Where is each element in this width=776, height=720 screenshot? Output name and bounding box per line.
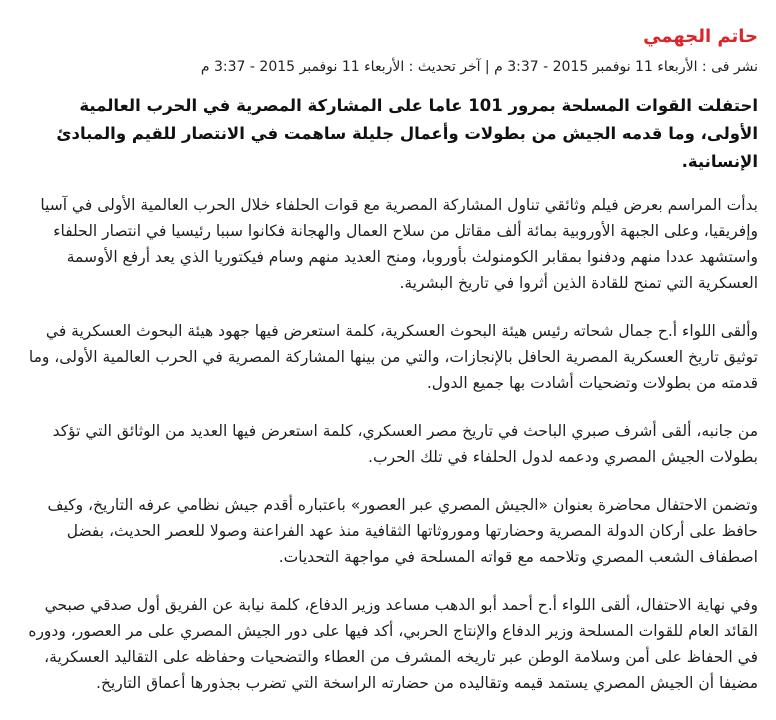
article-paragraph-1: بدأت المراسم بعرض فيلم وثائقي تناول المشاركة المصرية مع قوات الحلفاء خلال الحرب العالمية الأولى في آسيا وإفريقيا، وعلى الجبهة الأوروبية بمائة ألف مقاتل من سلاح العمال والهجانة فكانوا سببا رئيسيا في انتصار الحلفاء واستشهد عددا منهم ودفنوا بمقابر الكومنولث بأوروبا، ومنح العديد منهم وسام فيكتوريا الذي يعد أرفع الأوسمة العسكرية التي تمنح للقادة الذين أثروا في تاريخ البشرية. [40, 196, 758, 292]
article-paragraph-5: وفي نهاية الاحتفال، ألقى اللواء أ.ح أحمد أبو الدهب مساعد وزير الدفاع، كلمة نيابة عن الفريق أول صدقي صبحي القائد العام للقوات المسلحة وزير الدفاع والإنتاج الحربي، أكد فيها على دور الجيش المصري على مر العصور، ودوره في الحفاظ على أمن وسلامة الوطن عبر تاريخه المشرف من العطاء والتضحيات وحفاظه على التقاليد العسكرية، مضيفا أن الجيش المصري يستمد قيمه وتقاليده من حضارته الراسخة التي تضرب بجذورها أعماق التاريخ. [28, 596, 758, 692]
author-name[interactable]: حاتم الجهمي [643, 26, 758, 47]
article-paragraph-3: من جانبه، ألقى أشرف صبري الباحث في تاريخ مصر العسكري، كلمة استعرض فيها العديد من الوثائق التي تؤكد بطولات الجيش المصري ودعمه لدول الحلفاء في تلك الحرب. [52, 422, 758, 466]
article-paragraph-2: وألقى اللواء أ.ح جمال شحاته رئيس هيئة البحوث العسكرية، كلمة استعرض فيها جهود هيئة البحوث العسكرية في توثيق تاريخ العسكرية المصرية الحافل بالإنجازات، والتي من بينها المشاركة المصرية في الحرب العالمية الأولى، وما قدمته من بطولات وتضحيات أشادت بها جميع الدول. [28, 322, 758, 392]
article-paragraph-4: وتضمن الاحتفال محاضرة بعنوان «الجيش المصري عبر العصور» باعتباره أقدم جيش نظامي عرفه التاريخ، وكيف حافظ على أركان الدولة المصرية وحضارتها وموروثاتها الثقافية منذ عهد الفراعنة وصولا للعصر الحديث، بفضل اصطفاف الشعب المصري وتلاحمه مع قواته المسلحة في مواجهة التحديات. [47, 496, 758, 566]
publish-meta: نشر فى : الأربعاء 11 نوفمبر 2015 - 3:37 م | آخر تحديث : الأربعاء 11 نوفمبر 2015 - 3:37 م [200, 59, 758, 75]
article-lead: احتفلت القوات المسلحة بمرور 101 عاما على المشاركة المصرية في الحرب العالمية الأولى، وما قدمه الجيش من بطولات وأعمال جليلة ساهمت في الانتصار للقيم والمبادئ الإنسانية. [56, 96, 758, 171]
